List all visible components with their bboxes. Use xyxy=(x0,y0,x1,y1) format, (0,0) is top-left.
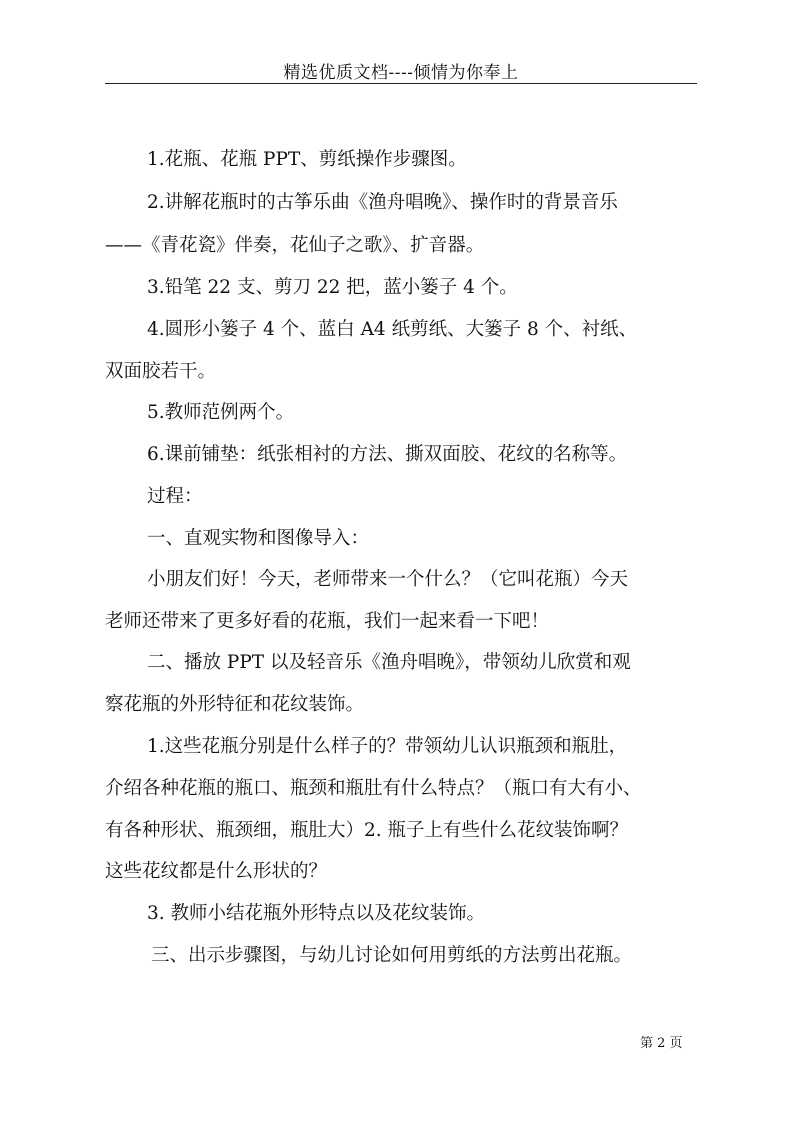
text-line: 5.教师范例两个。 xyxy=(147,402,295,423)
text-line: 1.这些花瓶分别是什么样子的？带领幼儿认识瓶颈和瓶肚， xyxy=(147,736,628,757)
text-line: 一、直观实物和图像导入： xyxy=(147,528,370,549)
text-line: 3.铅笔 22 支、剪刀 22 把，蓝小篓子 4 个。 xyxy=(147,277,518,298)
text-line: 这些花纹都是什么形状的？ xyxy=(105,861,328,882)
text-line: 2.讲解花瓶时的古筝乐曲《渔舟唱晚》、操作时的背景音乐 xyxy=(147,192,618,213)
page-number: 第 2 页 xyxy=(640,1036,683,1051)
text-line: 有各种形状、瓶颈细，瓶肚大）2. 瓶子上有些什么花纹装饰啊？ xyxy=(105,820,629,841)
text-line: 老师还带来了更多好看的花瓶，我们一起来看一下吧！ xyxy=(105,611,550,632)
text-line: 二、播放 PPT 以及轻音乐《渔舟唱晚》，带领幼儿欣赏和观 xyxy=(147,652,631,673)
text-line: 4.圆形小篓子 4 个、蓝白 A4 纸剪纸、大篓子 8 个、衬纸、 xyxy=(147,319,638,340)
text-line: 过程： xyxy=(147,486,203,507)
text-line: 3. 教师小结花瓶外形特点以及花纹装饰。 xyxy=(147,903,486,924)
text-line: 6.课前铺垫：纸张相衬的方法、撕双面胶、花纹的名称等。 xyxy=(147,444,628,465)
text-line: 小朋友们好！今天，老师带来一个什么？（它叫花瓶）今天 xyxy=(147,569,629,590)
page-header-title: 精选优质文档----倾情为你奉上 xyxy=(283,63,519,83)
header-divider xyxy=(105,83,697,84)
text-line: 三、出示步骤图，与幼儿讨论如何用剪纸的方法剪出花瓶。 xyxy=(151,945,633,966)
text-line: 双面胶若干。 xyxy=(105,361,217,382)
text-line: ——《青花瓷》伴奏，花仙子之歌》、扩音器。 xyxy=(105,235,485,256)
text-line: 1.花瓶、花瓶 PPT、剪纸操作步骤图。 xyxy=(147,149,467,170)
text-line: 察花瓶的外形特征和花纹装饰。 xyxy=(105,694,365,715)
text-line: 介绍各种花瓶的瓶口、瓶颈和瓶肚有什么特点？（瓶口有大有小、 xyxy=(105,778,642,799)
